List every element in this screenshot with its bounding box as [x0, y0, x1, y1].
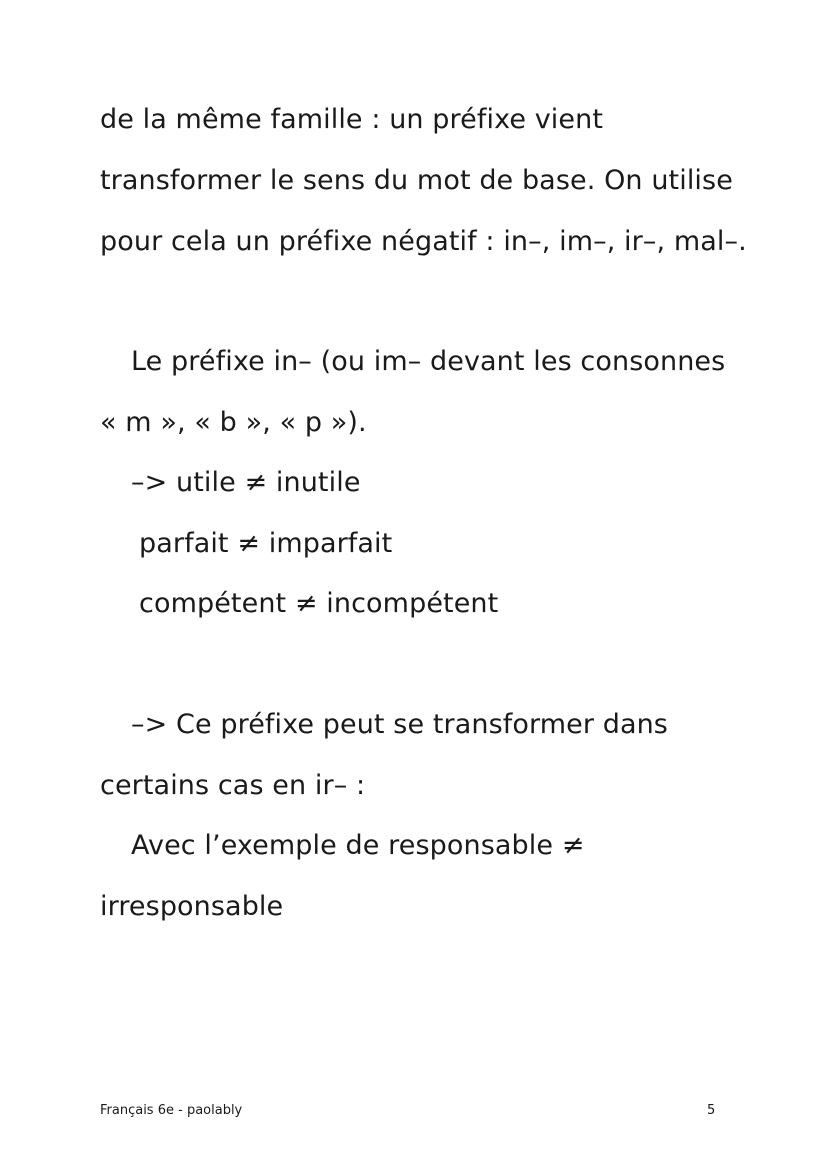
- text-line-2: transformer le sens du mot de base. On utilise: [100, 165, 733, 196]
- text-line-3: pour cela un préfixe négatif : in–, im–, ir–, mal–.: [100, 226, 747, 257]
- text-line-5: « m », « b », « p »).: [100, 407, 367, 438]
- footer-title: Français 6e - paolably: [100, 1103, 243, 1118]
- example-line-3: compétent ≠ incompétent: [139, 588, 499, 619]
- text-line-12: irresponsable: [100, 891, 284, 922]
- text-line-11: Avec l’exemple de responsable ≠: [131, 830, 585, 861]
- text-line-4: Le préfixe in– (ou im– devant les consonnes: [131, 346, 726, 377]
- text-line-10: certains cas en ir– :: [100, 770, 366, 801]
- example-line-1: –> utile ≠ inutile: [131, 467, 361, 498]
- example-line-2: parfait ≠ imparfait: [139, 528, 393, 559]
- text-line-9: –> Ce préfixe peut se transformer dans: [131, 709, 668, 740]
- text-line-1: de la même famille : un préfixe vient: [100, 104, 604, 135]
- page-number: 5: [707, 1103, 716, 1118]
